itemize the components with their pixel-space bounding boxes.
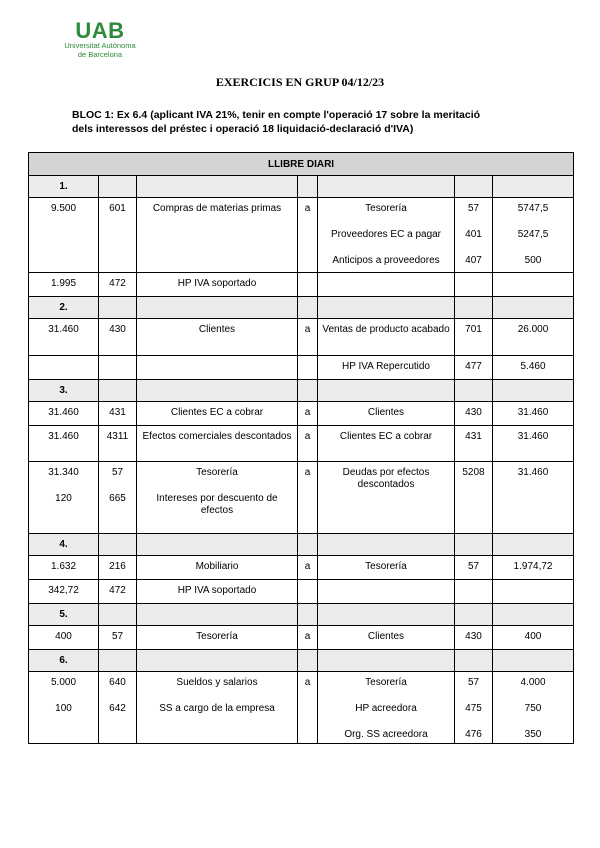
credit-account: HP acreedora (355, 703, 417, 714)
debit-code: 57 (111, 631, 124, 642)
credit-amount: 31.460 (517, 407, 549, 418)
table-row (29, 356, 574, 380)
table-row (29, 198, 574, 273)
a-marker: a (304, 431, 311, 442)
debit-account: HP IVA soportado (177, 585, 257, 596)
debit-code: 431 (109, 407, 126, 418)
debit-code: 665 (109, 493, 126, 504)
logo-line2: de Barcelona (77, 49, 123, 59)
credit-amount: 1.974,72 (513, 561, 553, 572)
description-line-1: BLOC 1: Ex 6.4 (aplicant IVA 21%, tenir en compte l'operació 17 sobre la meritació (72, 109, 481, 121)
credit-amount: 4.000 (520, 677, 546, 688)
credit-code: 477 (465, 361, 482, 372)
exercise-description (72, 108, 532, 136)
section-number: 6. (29, 650, 99, 672)
debit-code: 640 (109, 677, 126, 688)
credit-amount: 5.460 (520, 361, 546, 372)
section-row (29, 380, 574, 402)
table-row (29, 319, 574, 356)
credit-amount: 31.460 (517, 467, 549, 478)
debit-amount: 100 (55, 703, 72, 714)
credit-code: 475 (465, 703, 482, 714)
debit-amount: 31.460 (48, 431, 79, 442)
debit-account: Intereses por descuento de efectos (156, 493, 278, 516)
credit-account: Anticipos a proveedores (332, 255, 440, 266)
description-line-2: dels interessos del préstec i operació 18 liquidació-declaració d'IVA) (72, 123, 414, 135)
debit-amount: 1.995 (50, 278, 77, 289)
section-number: 4. (29, 534, 99, 556)
credit-account: Tesorería (365, 677, 407, 688)
credit-account: Clientes (367, 407, 405, 418)
credit-code: 431 (465, 431, 482, 442)
debit-amount: 31.460 (48, 407, 79, 418)
debit-code: 472 (109, 278, 126, 289)
credit-code: 401 (465, 229, 482, 240)
debit-code: 472 (109, 585, 126, 596)
debit-code: 57 (111, 467, 124, 478)
section-row (29, 604, 574, 626)
table-row (29, 556, 574, 580)
table-header: LLIBRE DIARI (29, 153, 574, 176)
credit-account: HP IVA Repercutido (341, 361, 430, 372)
section-row (29, 534, 574, 556)
debit-account: Tesorería (196, 631, 238, 642)
debit-account: Tesorería (196, 467, 238, 478)
credit-code: 407 (465, 255, 482, 266)
table-row (29, 402, 574, 426)
section-number: 1. (29, 176, 99, 198)
debit-account: Clientes EC a cobrar (170, 407, 264, 418)
section-number: 5. (29, 604, 99, 626)
credit-account: Org. SS acreedora (344, 729, 428, 740)
debit-amount: 5.000 (50, 677, 77, 688)
debit-amount: 31.340 (48, 467, 79, 478)
credit-amount: 350 (524, 729, 542, 740)
table-row (29, 626, 574, 650)
credit-account: Proveedores EC a pagar (330, 229, 442, 240)
credit-code: 701 (465, 324, 482, 335)
credit-code: 430 (465, 407, 482, 418)
logo-line1: Universitat Autònoma (64, 41, 136, 50)
debit-account: SS a cargo de la empresa (159, 703, 275, 714)
debit-amount: 120 (55, 493, 72, 504)
debit-code: 642 (109, 703, 126, 714)
a-marker: a (304, 203, 311, 214)
credit-amount: 31.460 (517, 431, 549, 442)
credit-account: Tesorería (365, 561, 407, 572)
credit-account: Clientes (367, 631, 405, 642)
debit-code: 216 (109, 561, 126, 572)
debit-account: Compras de materias primas (152, 203, 282, 214)
credit-amount: 26.000 (517, 324, 549, 335)
a-marker: a (304, 324, 311, 335)
credit-amount: 400 (524, 631, 542, 642)
logo-abbr: UAB (75, 18, 125, 43)
credit-code: 430 (465, 631, 482, 642)
debit-account: HP IVA soportado (177, 278, 257, 289)
credit-account: Ventas de producto acabado (322, 324, 450, 335)
table-row (29, 273, 574, 297)
table-row (29, 462, 574, 534)
credit-amount: 5247,5 (517, 229, 549, 240)
section-row (29, 297, 574, 319)
debit-account: Sueldos y salarios (176, 677, 258, 688)
credit-code: 476 (465, 729, 482, 740)
credit-amount: 5747,5 (517, 203, 549, 214)
debit-code: 601 (109, 203, 126, 214)
debit-code: 4311 (106, 431, 129, 442)
credit-code: 57 (467, 203, 480, 214)
a-marker: a (304, 407, 311, 418)
a-marker: a (304, 631, 311, 642)
table-row (29, 580, 574, 604)
credit-code: 57 (467, 561, 480, 572)
journal-table (28, 152, 574, 744)
credit-account: Deudas por efectos descontados (342, 467, 430, 490)
debit-amount: 1.632 (50, 561, 77, 572)
debit-account: Clientes (198, 324, 236, 335)
debit-amount: 9.500 (50, 203, 77, 214)
debit-amount: 342,72 (48, 585, 79, 596)
uab-logo (50, 20, 150, 59)
table-row (29, 672, 574, 744)
credit-account: Tesorería (365, 203, 407, 214)
credit-code: 5208 (462, 467, 485, 478)
section-row (29, 176, 574, 198)
section-row (29, 650, 574, 672)
credit-code: 57 (467, 677, 480, 688)
page-title: EXERCICIS EN GRUP 04/12/23 (215, 75, 385, 89)
debit-account: Mobiliario (195, 561, 239, 572)
a-marker: a (304, 677, 311, 688)
credit-amount: 500 (524, 255, 542, 266)
debit-amount: 31.460 (48, 324, 79, 335)
a-marker: a (304, 467, 311, 478)
table-row (29, 426, 574, 462)
credit-amount: 750 (524, 703, 542, 714)
table-header-row (29, 153, 574, 176)
debit-account: Efectos comerciales descontados (142, 431, 292, 442)
credit-account: Clientes EC a cobrar (339, 431, 433, 442)
section-number: 3. (29, 380, 99, 402)
a-marker: a (304, 561, 311, 572)
debit-code: 430 (109, 324, 126, 335)
debit-amount: 400 (55, 631, 72, 642)
section-number: 2. (29, 297, 99, 319)
